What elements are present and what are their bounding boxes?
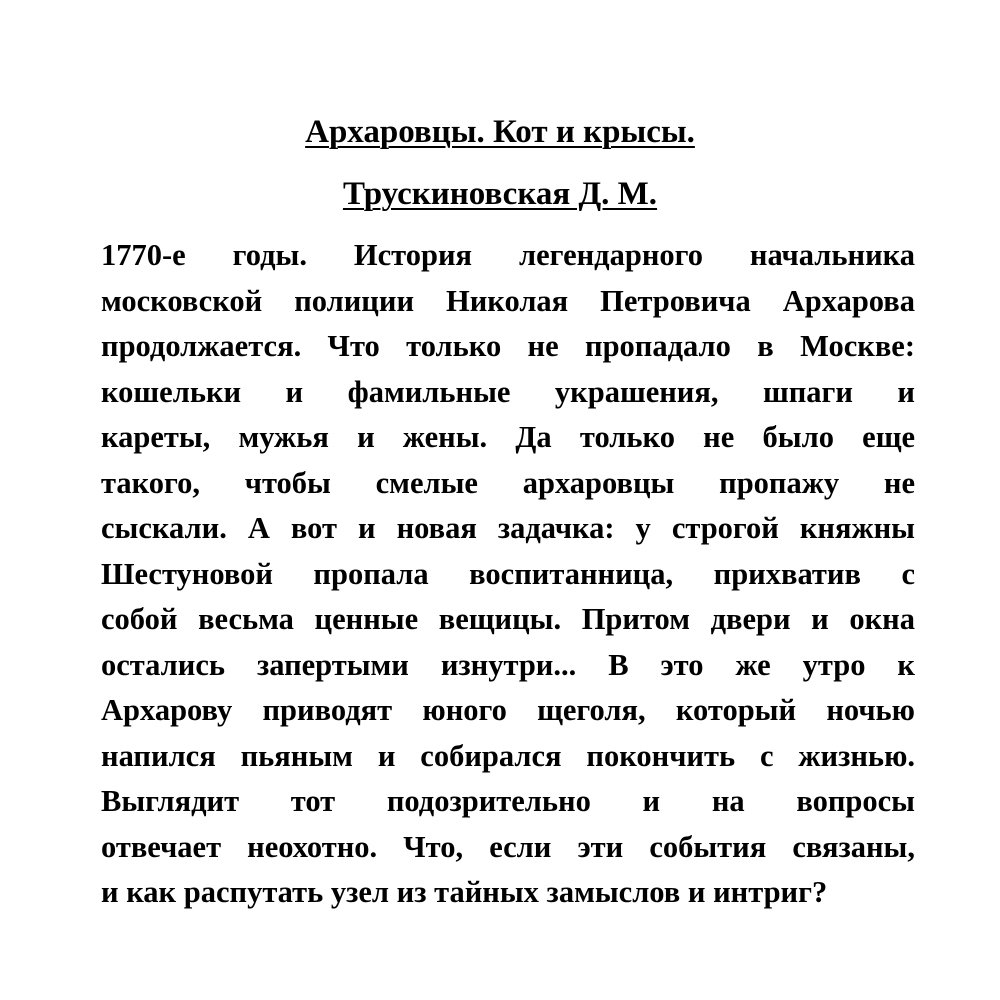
- annotation-line: остались запертыми изнутри... В это же утро к: [101, 647, 915, 682]
- annotation-line: московской полиции Николая Петровича Архарова: [101, 283, 915, 318]
- annotation-line: отвечает неохотно. Что, если эти события связаны,: [101, 829, 915, 864]
- annotation-line: напился пьяным и собирался покончить с жизнью.: [101, 738, 915, 773]
- annotation-line: кошельки и фамильные украшения, шпаги и: [101, 374, 915, 409]
- book-author-text: Трускиновская Д. М.: [342, 176, 658, 212]
- annotation-line: Выглядит тот подозрительно и на вопросы: [101, 784, 915, 818]
- book-title-text: Архаровцы. Кот и крысы.: [305, 114, 695, 150]
- annotation-line: кареты, мужья и жены. Да только не было еще: [101, 420, 915, 454]
- annotation-line: продолжается. Что только не пропадало в Москве:: [101, 329, 915, 363]
- book-author: [0, 174, 1000, 214]
- annotation-line: Шестуновой пропала воспитанница, прихватив с: [101, 556, 915, 591]
- annotation-line: 1770-е годы. История легендарного начальника: [101, 238, 915, 272]
- annotation-line: собой весьма ценные вещицы. Притом двери и окна: [101, 602, 915, 636]
- annotation-line: сыскали. А вот и новая задачка: у строгой княжны: [101, 511, 915, 545]
- annotation-line: и как распутать узел из тайных замыслов и интриг?: [101, 875, 828, 909]
- annotation-paragraph: [101, 233, 915, 916]
- book-title: [0, 112, 1000, 152]
- annotation-line: Архарову приводят юного щеголя, который ночью: [101, 693, 915, 727]
- annotation-line: такого, чтобы смелые архаровцы пропажу не: [101, 465, 915, 500]
